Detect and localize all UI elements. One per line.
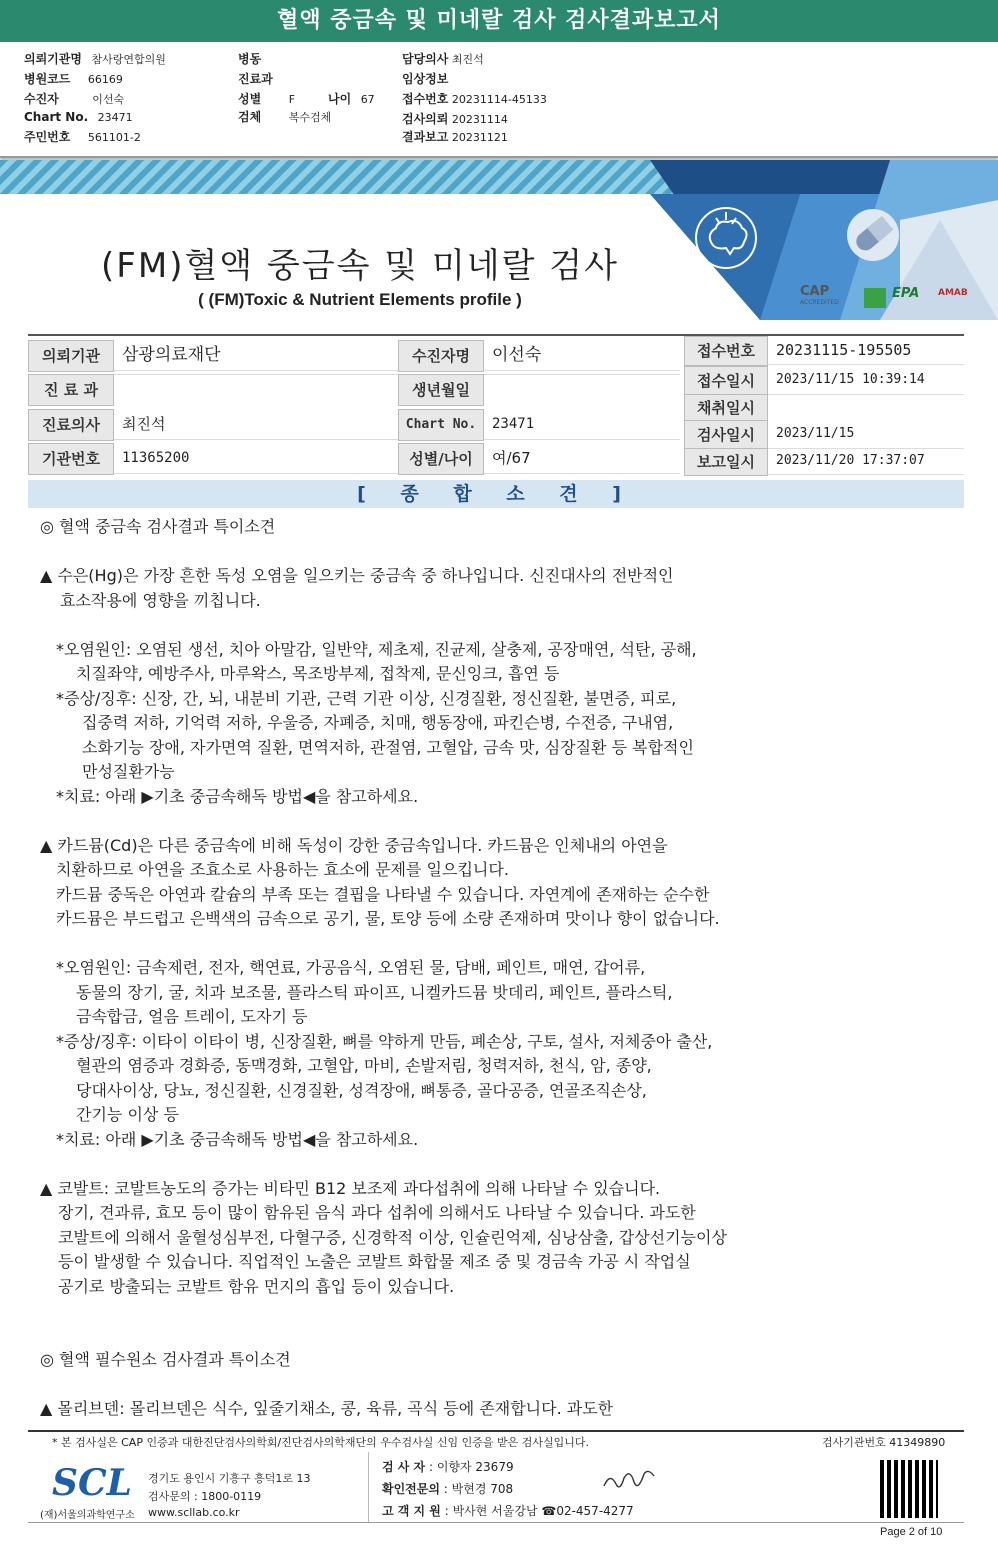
value-department [114,374,398,375]
opinion-line: *치료: 아래 ▶기초 중금속해독 방법◀을 참고하세요. [56,1129,419,1149]
top-info-item [328,90,375,107]
label-birthdate: 생년월일 [398,374,484,406]
top-info-item [238,108,331,125]
value-patient-name: 이선숙 [484,340,680,371]
label: 검체 [238,110,262,124]
summary-opinion-heading: [ 종 합 소 견 ] [28,480,964,508]
epa-logo: EPA [892,286,920,301]
top-info-block [0,42,998,158]
label: 결과보고 [402,130,449,144]
cap-logo [800,284,839,306]
value: 복수검체 [288,111,332,124]
label-report-time: 보고일시 [684,448,768,476]
staff-value: : 이향자 23679 [428,1460,514,1474]
top-info-item [402,70,448,87]
label-collection-time: 채취일시 [684,394,768,422]
value: F [288,93,296,106]
label-patient-name: 수진자명 [398,340,484,372]
label: 수진자 [24,92,59,106]
top-info-item [24,110,133,124]
label-receipt-no: 접수번호 [684,336,768,366]
opinion-line: *치료: 아래 ▶기초 중금속해독 방법◀을 참고하세요. [56,786,419,806]
staff-row [382,1480,513,1497]
opinion-line: 카드뮴 중독은 아연과 칼슘의 부족 또는 결핍을 나타낼 수 있습니다. 자연계에 존재하는 순수한 [56,884,710,904]
value: 66169 [87,73,123,86]
opinion-line: 등이 발생할 수 있습니다. 직업적인 노출은 코발트 화합물 제조 중 및 경금속 가공 시 작업실 [58,1252,691,1271]
opinion-line: ▲ 몰리브덴: 몰리브덴은 식수, 잎줄기채소, 콩, 육류, 곡식 등에 존재합니다. 과도한 [40,1399,614,1418]
value: 20231114-45133 [451,93,547,106]
opinion-line: 공기로 방출되는 코발트 함유 먼지의 흡입 등이 있습니다. [58,1276,455,1296]
lm-logo [864,288,886,308]
label: 임상정보 [402,72,449,86]
cap-text: CAP [800,284,830,299]
footer-divider [368,1452,369,1522]
label-institution-no: 기관번호 [28,443,114,475]
opinion-line: 치질좌약, 예방주사, 마루왁스, 목조방부제, 접착제, 문신잉크, 흡연 등 [76,664,560,683]
report-subtitle: ( (FM)Toxic & Nutrient Elements profile ) [198,290,522,309]
label-doctor: 진료의사 [28,409,114,441]
staff-row [382,1458,514,1475]
page-number: Page 2 of 10 [880,1526,943,1538]
report-title: 혈액 중금속 및 미네랄 검사 검사결과보고서 [277,8,721,33]
opinion-line: 당대사이상, 당뇨, 정신질환, 신경질환, 성격장애, 뼈통증, 골다공증, 연골조직손상, [76,1080,647,1100]
opinion-line: 동물의 장기, 굴, 치과 보조물, 플라스틱 파이프, 니켈카드뮴 밧데리, 페인트, 플라스틱, [76,982,673,1002]
accreditation-notice: * 본 검사실은 CAP 인증과 대한진단검사의학회/진단검사의학재단의 우수검사실 신임 인증을 받은 검사실입니다. [52,1436,590,1449]
opinion-line: *오염원인: 금속제련, 전자, 핵연료, 가공음식, 오염된 물, 담배, 페인트, 매연, 갑어류, [56,958,646,977]
label-test-time: 검사일시 [684,420,768,450]
label: 의뢰기관명 [24,52,82,66]
institution-number: 검사기관번호 41349890 [822,1436,946,1449]
staff-label: 확인전문의 [382,1482,440,1496]
opinion-line: 집중력 저하, 기억력 저하, 우울증, 자폐증, 치매, 행동장애, 파킨슨병, 수전증, 구내염, [82,713,674,732]
value-receipt-time: 2023/11/15 10:39:14 [768,366,964,395]
label: 주민번호 [24,130,71,144]
pill-icon [846,208,900,262]
opinion-line: 효소작용에 영향을 끼칩니다. [60,590,261,610]
value: 561101-2 [87,131,141,144]
value-chart-no: 23471 [484,409,680,440]
opinion-line: 혈관의 염증과 경화증, 동맥경화, 고혈압, 마비, 손발저림, 청력저하, 천식, 암, 종양, [76,1056,652,1075]
value-institution-no: 11365200 [114,443,398,474]
value: 참사랑연합의원 [91,53,166,66]
opinion-line: 소화기능 장애, 자가면역 질환, 면역저하, 관절염, 고혈압, 금속 맛, 심장질환 등 복합적인 [82,737,694,757]
value: 20231121 [451,131,508,144]
value-collection-time [768,394,964,395]
amab-logo: AMAB [938,288,968,298]
opinion-line: 코발트에 의해서 울혈성심부전, 다혈구증, 신경학적 이상, 인슐린억제, 심낭삼출, 갑상선기능이상 [58,1227,727,1247]
lab-phone: 검사문의 : 1800-0119 [148,1490,262,1503]
opinion-line: *증상/징후: 이타이 이타이 병, 신장질환, 뼈를 약하게 만듬, 폐손상, 구토, 설사, 저체중아 출산, [56,1031,713,1051]
opinion-line: *오염원인: 오염된 생선, 치아 아말감, 일반약, 제초제, 진균제, 살충제, 공장매연, 석탄, 공해, [56,639,697,659]
label: 성별 [238,92,262,106]
scl-logo: SCL [52,1462,132,1504]
report-title-bar [0,0,998,42]
label-chart-no: Chart No. [398,409,484,441]
top-info-item [402,110,508,127]
top-info-item [402,90,547,107]
top-info-item [402,50,484,67]
top-info-item [24,70,123,87]
opinion-line: 만성질환가능 [82,762,175,781]
qr-code [880,1460,938,1518]
label-requester: 의뢰기관 [28,340,114,372]
opinion-line: ◎ 혈액 필수원소 검사결과 특이소견 [40,1350,291,1369]
label-sex-age: 성별/나이 [398,443,484,475]
staff-label: 고 객 지 원 [382,1504,441,1518]
label: 병동 [238,52,262,66]
value-receipt-no: 20231115-195505 [768,336,964,365]
top-info-item [24,50,166,67]
top-info-item [238,50,261,67]
top-info-item [238,90,295,107]
top-info-item [238,70,273,87]
label: 접수번호 [402,92,449,106]
report-main-title: (FM)혈액 중금속 및 미네랄 검사 [101,246,619,286]
label: Chart No. [24,110,89,124]
staff-value: : 박현경 708 [443,1482,514,1496]
value-requester: 삼광의료재단 [114,340,398,371]
opinion-line: ◎ 혈액 중금속 검사결과 특이소견 [40,517,276,536]
value: 67 [360,93,375,106]
staff-value: : 박사현 서울강남 ☎02-457-4277 [444,1504,634,1518]
label: 병원코드 [24,72,71,86]
value-test-time: 2023/11/15 [768,420,964,449]
label: 나이 [328,92,352,106]
opinion-line: 금속합금, 얼음 트레이, 도자기 등 [76,1007,308,1026]
top-info-item [24,90,124,107]
label: 담당의사 [402,52,449,66]
label-department: 진 료 과 [28,374,114,406]
opinion-line: ▲ 코발트: 코발트농도의 증가는 비타민 B12 보조제 과다섭취에 의해 나타날 수 있습니다. [40,1178,661,1198]
footer-rule [28,1430,964,1432]
opinion-line: ▲ 카드뮴(Cd)은 다른 중금속에 비해 독성이 강한 중금속입니다. 카드뮴은 인체내의 아연을 [40,835,668,855]
opinion-line: *증상/징후: 신장, 간, 뇌, 내분비 기관, 근력 기관 이상, 신경질환, 정신질환, 불면증, 피로, [56,688,677,708]
lab-name: (재)서울의과학연구소 [40,1510,135,1521]
staff-label: 검 사 자 [382,1460,426,1474]
opinion-line: 치환하므로 아연을 조효소로 사용하는 효소에 문제를 일으킵니다. [56,860,509,879]
value-report-time: 2023/11/20 17:37:07 [768,448,964,475]
label: 진료과 [238,72,273,86]
value: 최진석 [451,53,484,66]
value: 이선숙 [92,93,125,106]
lab-website: www.scllab.co.kr [148,1506,240,1519]
label-receipt-time: 접수일시 [684,366,768,396]
value-doctor: 최진석 [114,409,398,440]
value: 23471 [97,111,133,124]
value: 20231114 [451,113,508,126]
value-birthdate [484,374,680,375]
top-info-item [24,128,141,145]
signature [600,1468,660,1494]
opinion-line: 카드뮴은 부드럽고 은백색의 금속으로 공기, 물, 토양 등에 소량 존재하며 맛이나 향이 없습니다. [56,909,720,928]
opinion-line: ▲ 수은(Hg)은 가장 흔한 독성 오염을 일으키는 중금속 중 하나입니다. 신진대사의 전반적인 [40,566,674,585]
accredited-text: ACCREDITED [800,299,839,306]
top-info-item [402,128,508,145]
opinion-line: 장기, 견과류, 효모 등이 많이 함유된 음식 과다 섭취에 의해서도 나타날 수 있습니다. 과도한 [58,1203,696,1222]
label: 검사의뢰 [402,112,449,126]
staff-row [382,1502,634,1519]
opinion-line: 간기능 이상 등 [76,1105,179,1124]
lab-address: 경기도 용인시 기흥구 흥덕1로 13 [148,1472,311,1485]
value-sex-age: 여/67 [484,443,680,474]
